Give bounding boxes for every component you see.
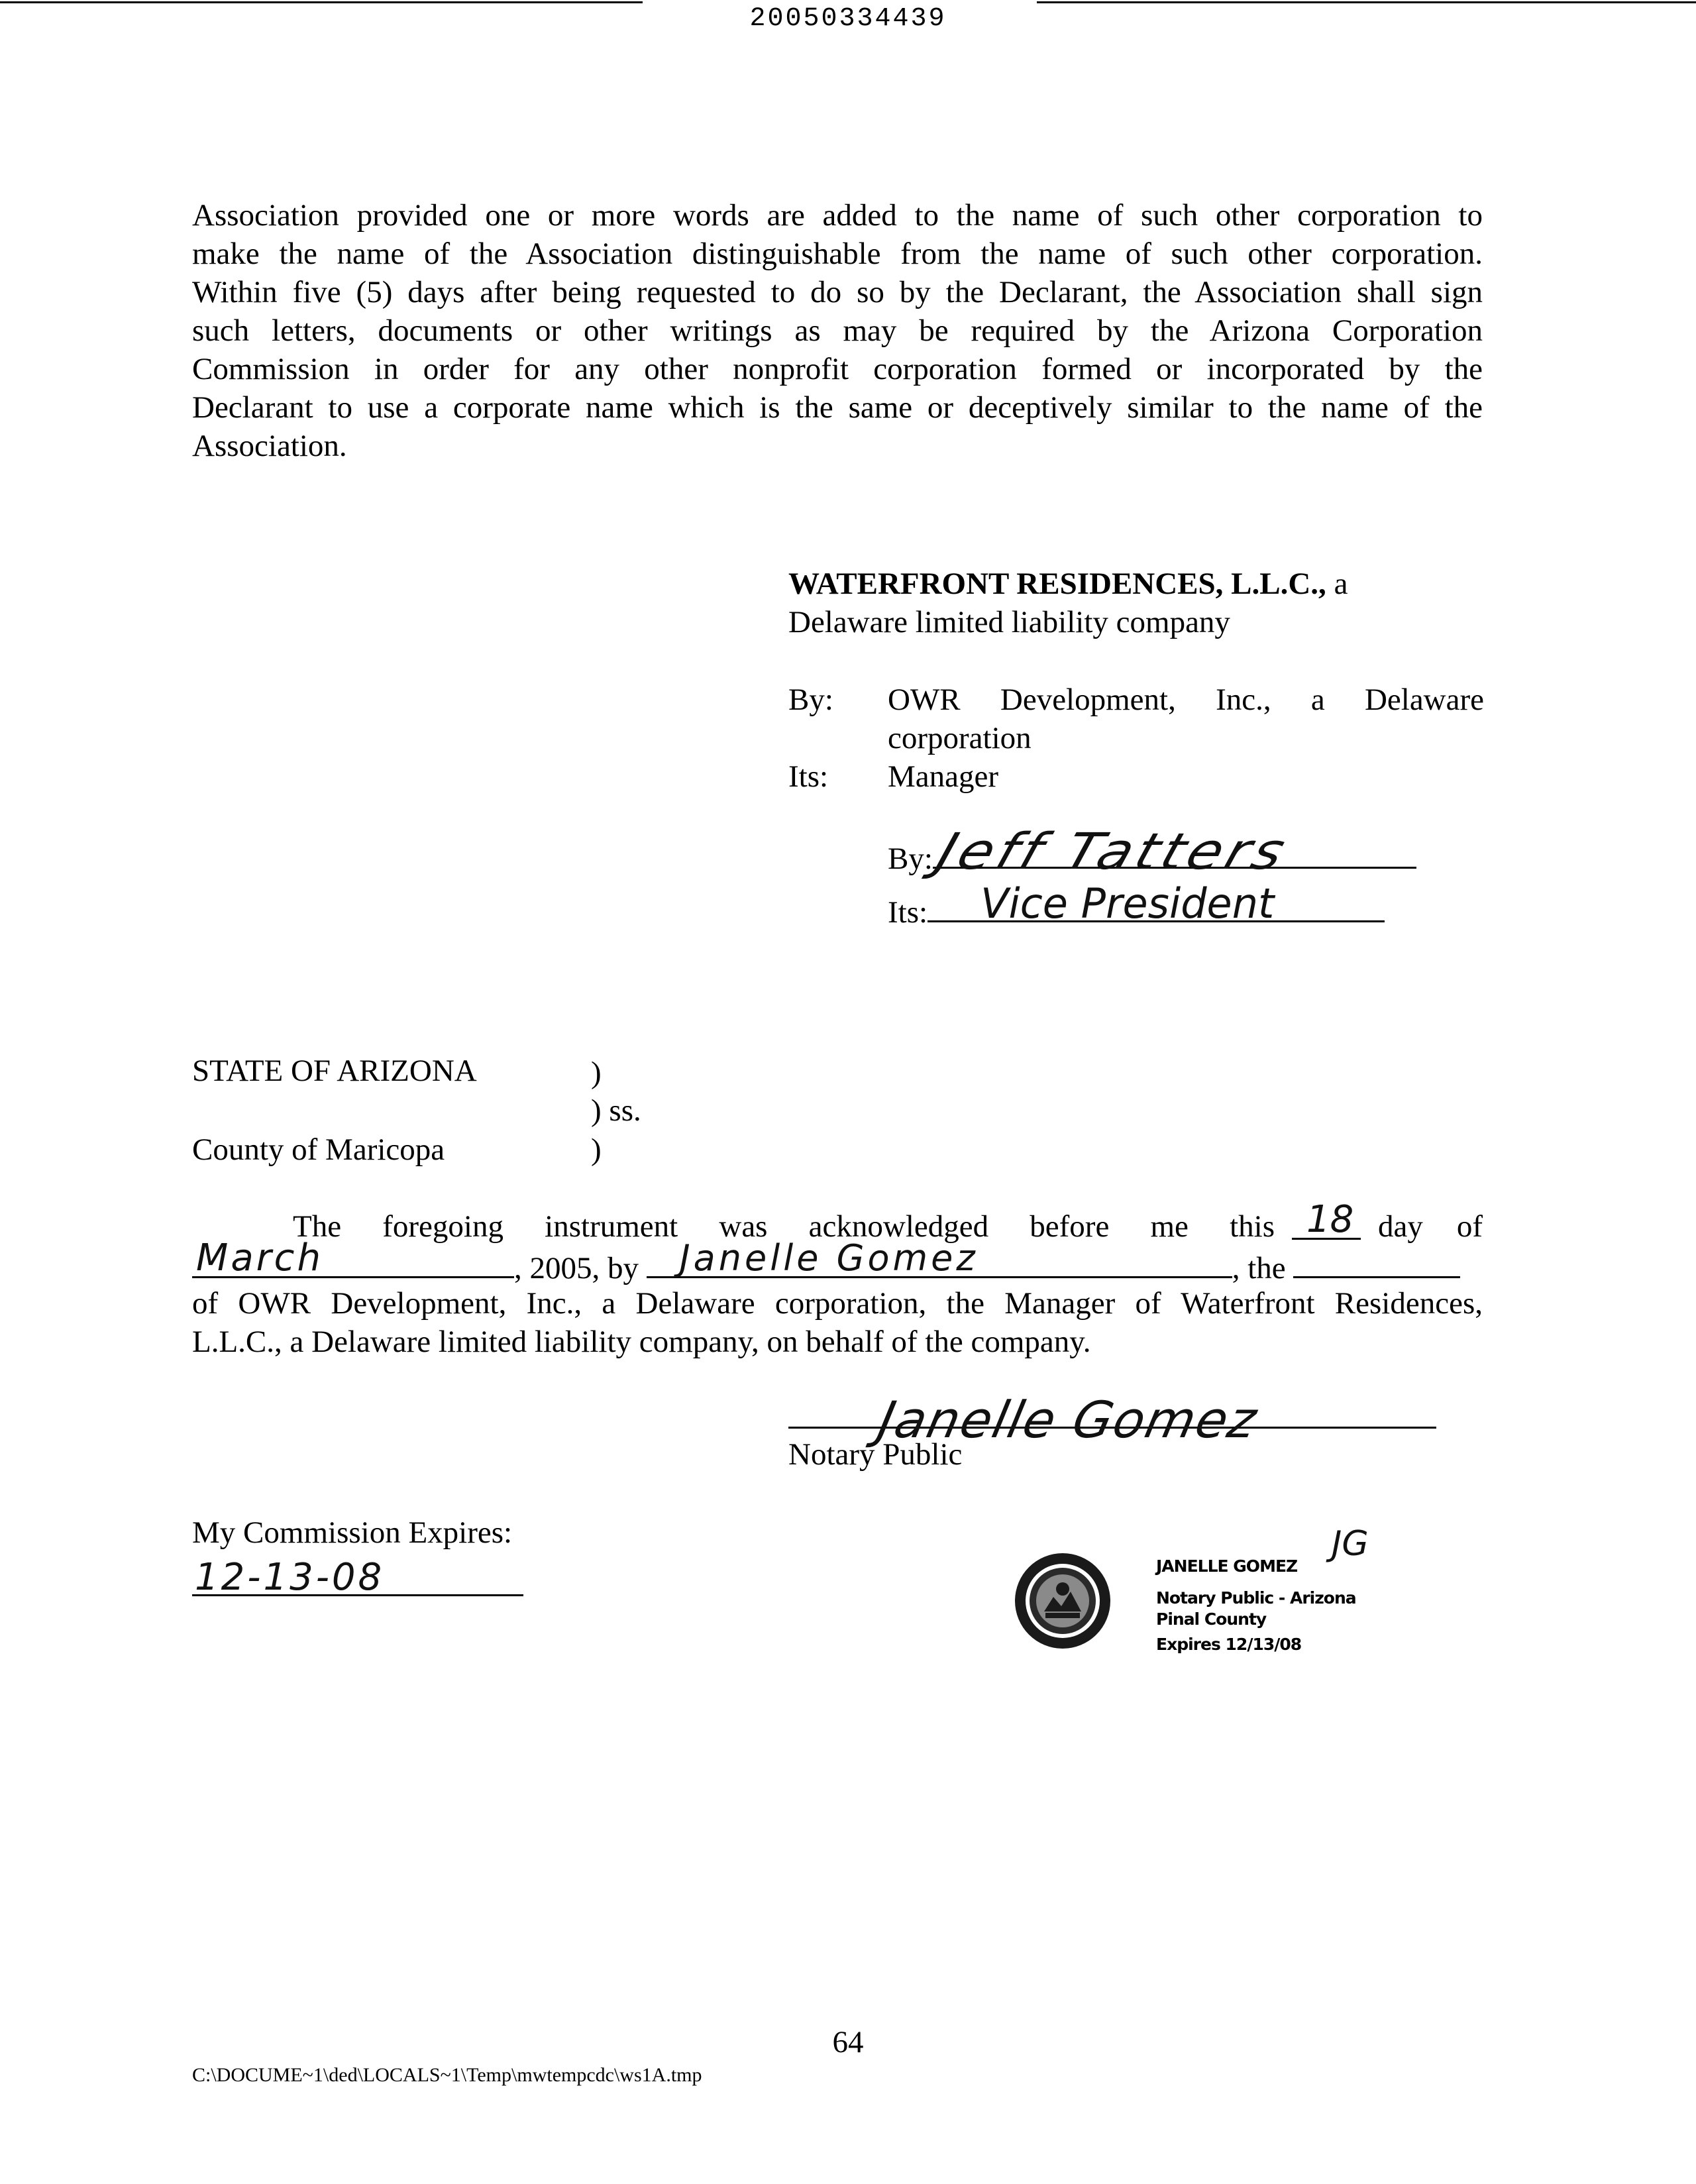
seal-line-expires: Expires 12/13/08 [1156, 1635, 1302, 1654]
page-number: 64 [832, 2025, 864, 2059]
its-value: Manager [888, 759, 999, 794]
signer-by-label: By: [888, 842, 933, 876]
signer-signature: Jeff Tatters [929, 822, 1297, 881]
notary-signature: Janelle Gomez [873, 1390, 1263, 1449]
ack-month-value: March [196, 1236, 323, 1280]
ack-line-3 [192, 1284, 1483, 1323]
commission-line [192, 1556, 523, 1606]
ack-day-value: 18 [1306, 1198, 1354, 1241]
by-value-line1 [888, 681, 1484, 719]
ack-person-blank [647, 1237, 1232, 1279]
notary-label: Notary Public [788, 1437, 963, 1472]
notary-seal [1012, 1551, 1113, 1651]
venue-paren-top: ) [591, 1056, 602, 1090]
seal-initials: JG [1332, 1524, 1369, 1564]
signature-block [788, 565, 1484, 641]
top-rule-left [0, 1, 643, 3]
space [639, 1251, 647, 1285]
paragraph-line: Declarant to use a corporate name which is the same or deceptively similar to the name of the [192, 390, 1483, 425]
record-number: 20050334439 [749, 4, 947, 34]
ack-line-4: L.L.C., a Delaware limited liability company, on behalf of the company. [192, 1325, 1091, 1359]
commission-value: 12-13-08 [195, 1556, 385, 1599]
venue-ss: ) ss. [591, 1093, 641, 1128]
venue-paren-bottom: ) [591, 1132, 602, 1167]
ack-line-2 [192, 1236, 1483, 1287]
space [1286, 1251, 1294, 1285]
signer-its-line [888, 879, 1385, 932]
seal-line-name: JANELLE GOMEZ [1156, 1556, 1298, 1576]
ack-person-value: Janelle Gomez [679, 1237, 979, 1279]
company-name: WATERFRONT RESIDENCES, L.L.C., [788, 567, 1326, 601]
company-suffix: a [1326, 567, 1348, 601]
signer-its-blank [928, 879, 1385, 928]
ack-year-by: , 2005, by [514, 1251, 639, 1285]
paragraph-line: Commission in order for any other nonprofit corporation formed or incorporated by the [192, 352, 1483, 386]
paragraph-line: Within five (5) days after being requested to do so by the Declarant, the Association shall sign [192, 275, 1483, 309]
top-rule-right [1037, 1, 1696, 3]
seal-line-title: Notary Public - Arizona [1156, 1588, 1356, 1608]
commission-label: My Commission Expires: [192, 1515, 513, 1550]
by-value-text: OWR Development, Inc., a Delaware [888, 682, 1484, 717]
ack-title-blank [1293, 1246, 1460, 1278]
paragraph-line: Association provided one or more words are added to the name of such other corporation to [192, 198, 1483, 233]
body-paragraph [192, 196, 1483, 465]
company-name-line [788, 565, 1484, 603]
signer-signature-line [929, 822, 1416, 881]
ack-day-blank [1292, 1198, 1361, 1241]
venue-state: STATE OF ARIZONA [192, 1054, 477, 1088]
by-value-line2: corporation [888, 721, 1032, 755]
signer-its-label: Its: [888, 895, 928, 930]
paragraph-line: make the name of the Association distinguishable from the name of such other corporation. [192, 237, 1483, 271]
ack-day-of: day of [1378, 1209, 1483, 1244]
company-type: Delaware limited liability company [788, 605, 1230, 639]
paragraph-line: such letters, documents or other writings as may be required by the Arizona Corporation [192, 313, 1483, 348]
its-label: Its: [788, 759, 829, 794]
signer-by-line [888, 822, 1416, 881]
seal-line-county: Pinal County [1156, 1610, 1267, 1629]
paragraph-line: Association. [192, 429, 347, 463]
ack-the: , the [1232, 1251, 1286, 1285]
ack-month-blank [192, 1236, 514, 1280]
ack-lead: The foregoing instrument was acknowledged before me this [293, 1209, 1275, 1244]
commission-blank [192, 1556, 523, 1599]
by-label: By: [788, 682, 833, 717]
file-path: C:\DOCUME~1\ded\LOCALS~1\Temp\mwtempcdc\ws1A.tmp [192, 2064, 702, 2086]
signer-its-value: Vice President [980, 879, 1275, 928]
venue-county: County of Maricopa [192, 1132, 445, 1167]
ack-line3-text: of OWR Development, Inc., a Delaware corporation, the Manager of Waterfront Residences, [192, 1286, 1483, 1321]
state-seal-icon [1012, 1551, 1113, 1651]
